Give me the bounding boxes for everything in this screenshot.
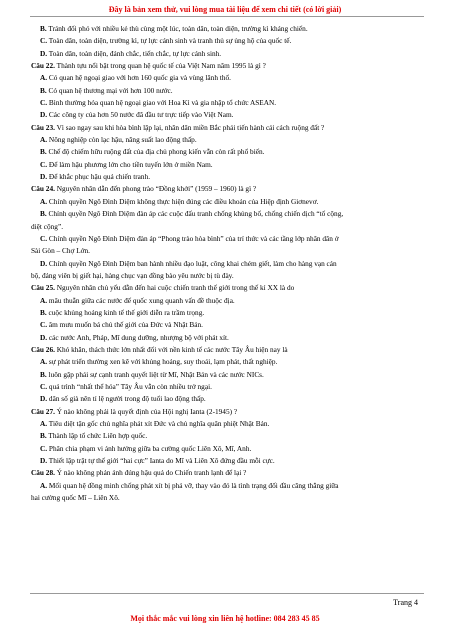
line-text: Nông nghiệp còn lạc hậu, năng suất lao động thấp.: [47, 135, 197, 145]
line-text: Có quan hệ ngoại giao với hơn 160 quốc gia và vùng lãnh thổ.: [47, 73, 231, 83]
answer-option: [31, 393, 423, 405]
question-number: Câu 28.: [31, 468, 55, 478]
document-body: [31, 23, 423, 504]
line-text: luôn gặp phải sự cạnh tranh quyết liệt từ Mĩ, Nhật Bản và các nước NICs.: [46, 369, 264, 379]
option-letter: D.: [40, 48, 48, 58]
line-text: hai cường quốc Mĩ – Liên Xô.: [31, 493, 120, 503]
answer-option: [31, 307, 423, 319]
option-letter: D.: [40, 456, 48, 466]
line-text: Ý nào không phản ánh đúng hậu quả do Chiến tranh lạnh để lại ?: [54, 468, 247, 478]
option-letter: D.: [40, 332, 48, 342]
line-text: Tiêu diệt tận gốc chủ nghĩa phát xít Đức và chủ nghĩa quân phiệt Nhật Bản.: [47, 419, 270, 428]
line-text: Chế độ chiếm hữu ruộng đất của địa chủ phong kiến vẫn còn rất phổ biến.: [46, 147, 265, 157]
question-line: [31, 467, 423, 479]
answer-option: [31, 48, 423, 60]
line-text: bộ, đảng viên bị giết hại, hàng chục vạn đồng bào yêu nước bị tù đày.: [31, 270, 234, 280]
question-number: Câu 25.: [31, 283, 55, 293]
line-text: quá trình “nhất thể hóa” Tây Âu vẫn còn nhiều trở ngại.: [47, 381, 212, 391]
answer-option: [31, 430, 423, 442]
answer-option: [31, 332, 423, 344]
answer-option: [31, 369, 423, 381]
line-text: cuộc khủng hoảng kinh tế thế giới diễn ra trầm trọng.: [46, 307, 205, 317]
option-letter: A.: [40, 419, 48, 428]
option-letter: B.: [40, 209, 47, 219]
answer-option: [31, 295, 423, 307]
line-text: Chính quyền Ngô Đình Diệm đàn áp các cuộc đấu tranh chống khủng bố, chống chiến dịch “tố cộng,: [46, 209, 344, 219]
question-number: Câu 26.: [31, 344, 55, 354]
option-letter: A.: [40, 295, 48, 305]
option-letter: B.: [40, 431, 47, 441]
line-text: dân số già nên tỉ lệ người trong độ tuổi lao động thấp.: [47, 394, 206, 404]
line-text: Thành lập tổ chức Liên hợp quốc.: [46, 431, 148, 441]
header-divider: [30, 16, 424, 17]
answer-option: [31, 146, 423, 158]
line-text: Chính quyền Ngô Đình Diệm ban hành nhiều đạo luật, công khai chém giết, làm cho hàng vạn cán: [47, 258, 337, 268]
answer-option: [31, 159, 423, 171]
continuation-line: [31, 245, 423, 257]
line-text: Vì sao ngay sau khi hòa bình lập lại, nhân dân miền Bắc phải tiến hành cải cách ruộng đất ?: [54, 122, 325, 132]
option-letter: A.: [40, 357, 48, 367]
option-letter: B.: [40, 24, 47, 33]
question-line: [31, 344, 423, 356]
answer-option: [31, 418, 423, 430]
line-text: Nguyên nhân chủ yếu dẫn đến hai cuộc chiến tranh thế giới trong thế kỉ XX là do: [54, 283, 295, 293]
question-number: Câu 22.: [31, 61, 55, 71]
answer-option: [31, 196, 423, 208]
answer-option: [31, 134, 423, 146]
line-text: Mối quan hệ đồng minh chống phát xít bị phá vỡ, thay vào đó là tình trạng đối đầu căng thẳng giữa: [47, 480, 339, 490]
question-number: Câu 23.: [31, 122, 55, 132]
question-line: [31, 406, 423, 418]
option-letter: B.: [40, 369, 47, 379]
option-letter: A.: [40, 73, 48, 83]
line-text: Chính quyền Ngô Đình Diệm đàn áp “Phong trào hòa bình” của trí thức và các tầng lớp nhân dân ở: [47, 233, 339, 243]
question-number: Câu 27.: [31, 406, 55, 416]
option-letter: B.: [40, 85, 47, 95]
option-letter: D.: [40, 394, 48, 404]
option-letter: C.: [40, 443, 48, 453]
answer-option: [31, 356, 423, 368]
continuation-line: [31, 270, 423, 282]
line-text: Toàn dân, toàn diện, đánh chắc, tiến chắc, tự lực cánh sinh.: [47, 48, 222, 58]
answer-option: [31, 97, 423, 109]
line-text: Có quan hệ thương mại với hơn 100 nước.: [46, 85, 173, 95]
option-letter: C.: [40, 36, 48, 46]
line-text: sự phát triển thường xen kẽ với khủng hoảng, suy thoái, lạm phát, thất nghiệp.: [47, 357, 278, 367]
hotline-banner: Mọi thắc mắc vui lòng xin liên hệ hotline: 084 283 45 85: [130, 614, 320, 623]
option-letter: C.: [40, 159, 48, 169]
answer-option: [31, 72, 423, 84]
answer-option: [31, 258, 423, 270]
answer-option: [31, 480, 423, 492]
line-text: Bình thường hóa quan hệ ngoại giao với Hoa Kì và gia nhập tổ chức ASEAN.: [47, 98, 277, 108]
answer-option: [31, 443, 423, 455]
line-text: Toàn dân, toàn diện, trường kì, tự lực cánh sinh và tranh thủ sự ủng hộ của quốc tế.: [47, 36, 292, 46]
line-text: Khó khăn, thách thức lớn nhất đối với nền kinh tế các nước Tây Âu hiện nay là: [54, 344, 288, 354]
line-text: các nước Anh, Pháp, Mĩ dung dưỡng, nhượng bộ với phát xít.: [47, 332, 229, 342]
question-number: Câu 24.: [31, 184, 55, 194]
answer-option: [31, 455, 423, 467]
footer-divider: [30, 593, 424, 594]
answer-option: [31, 208, 423, 220]
line-text: Ý nào không phải là quyết định của Hội nghị Ianta (2-1945) ?: [54, 406, 238, 416]
line-text: Chính quyền Ngô Đình Diệm không thực hiện đúng các điều khoản của Hiệp định Giơnevơ.: [47, 196, 319, 206]
option-letter: D.: [40, 258, 48, 268]
option-letter: A.: [40, 196, 48, 206]
line-text: âm mưu muốn bá chủ thế giới của Đức và Nhật Bản.: [47, 320, 203, 330]
answer-option: [31, 171, 423, 183]
continuation-line: [31, 492, 423, 504]
option-letter: C.: [40, 381, 48, 391]
answer-option: [31, 319, 423, 331]
line-text: Nguyên nhân dẫn đến phong trào “Đồng khởi” (1959 – 1960) là gì ?: [54, 184, 257, 194]
option-letter: C.: [40, 233, 48, 243]
option-letter: A.: [40, 480, 48, 490]
page-number: Trang 4: [393, 598, 418, 607]
option-letter: B.: [40, 307, 47, 317]
option-letter: A.: [40, 135, 48, 145]
line-text: Để làm hậu phương lớn cho tiền tuyến lớn ở miền Nam.: [47, 159, 213, 169]
answer-option: [31, 35, 423, 47]
option-letter: B.: [40, 147, 47, 157]
answer-option: [31, 85, 423, 97]
option-letter: D.: [40, 172, 48, 182]
option-letter: C.: [40, 320, 48, 330]
line-text: Tránh đối phó với nhiều kẻ thù cùng một lúc, toàn dân, toàn diện, trường kì kháng chiến.: [46, 24, 308, 33]
option-letter: C.: [40, 98, 48, 108]
answer-option: [31, 109, 423, 121]
question-line: [31, 282, 423, 294]
line-text: Phân chia phạm vi ảnh hưởng giữa ba cường quốc Liên Xô, Mĩ, Anh.: [47, 443, 252, 453]
question-line: [31, 60, 423, 72]
continuation-line: [31, 221, 423, 233]
line-text: Để khắc phục hậu quả chiến tranh.: [47, 172, 151, 182]
line-text: Các công ty của hơn 50 nước đã đầu tư trực tiếp vào Việt Nam.: [47, 110, 234, 120]
answer-option: [31, 23, 423, 35]
question-line: [31, 183, 423, 195]
preview-banner: Đây là bản xem thử, vui lòng mua tài liệu để xem chi tiết (có lời giải): [108, 5, 342, 14]
answer-option: [31, 381, 423, 393]
line-text: Thành tựu nổi bật trong quan hệ quốc tế của Việt Nam năm 1995 là gì ?: [54, 61, 266, 71]
answer-option: [31, 233, 423, 245]
line-text: Sài Gòn – Chợ Lớn.: [31, 246, 90, 256]
line-text: Thiết lập trật tự thế giới “hai cực” Ianta do Mĩ và Liên Xô đứng đầu mỗi cực.: [47, 456, 275, 466]
line-text: diệt cộng”.: [31, 221, 64, 231]
line-text: mâu thuẫn giữa các nước đế quốc xung quanh vấn đề thuộc địa.: [47, 295, 235, 305]
option-letter: D.: [40, 110, 48, 120]
question-line: [31, 122, 423, 134]
